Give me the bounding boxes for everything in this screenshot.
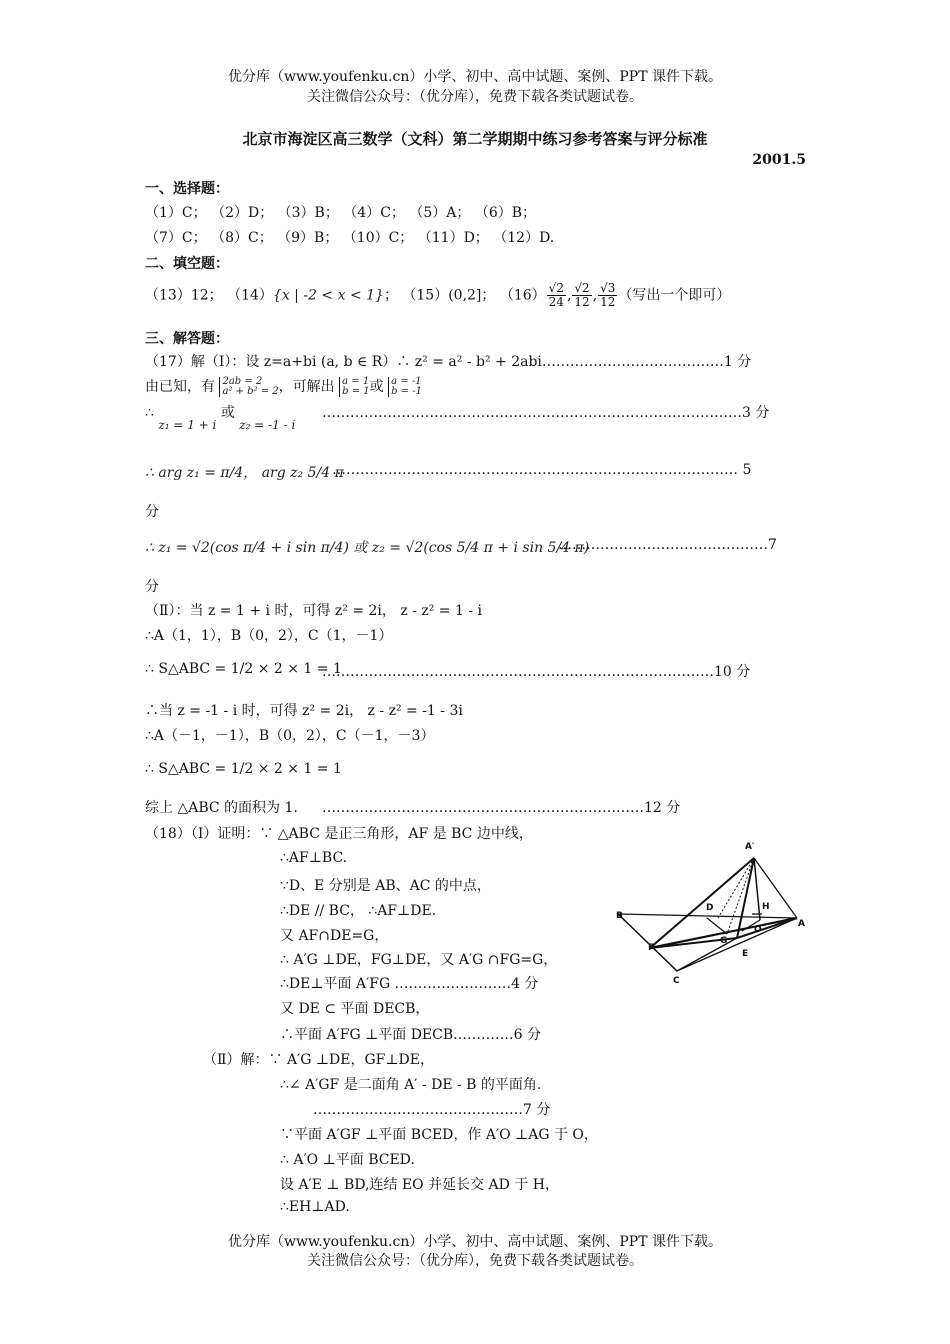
- figure-label-o: O: [754, 925, 762, 935]
- q18-line-8: 又 DE ⊂ 平面 DECB，: [280, 1001, 430, 1017]
- answer-16-label: ； （16）: [481, 287, 546, 304]
- q17-score-5: …………………………………………………………………………… 5: [332, 462, 752, 478]
- q17-score-12: ……………………………………………………………12 分: [322, 800, 681, 816]
- answer-16-note: （写出一个即可）: [618, 287, 731, 304]
- q17-line-6: （Ⅱ）：当 z = 1 + i 时，可得 z² = 2i， z - z² = 1 - i: [145, 603, 482, 619]
- figure-label-h: H: [762, 902, 770, 912]
- q17-fen-7: 分: [145, 579, 159, 595]
- q18-line-10: （Ⅱ）解：∵ A′G ⊥DE，GF⊥DE，: [203, 1052, 435, 1068]
- answer-16-frac-3: $\frac{√3}{12}$: [600, 281, 616, 309]
- answer-15-label: ； （15）: [383, 287, 449, 304]
- figure-label-e: E: [742, 949, 749, 959]
- choice-row-2: （7）C； （8）C； （9）B； （10）C； （11）D； （12）D.: [145, 230, 555, 246]
- q17-line-9: ∴当 z = -1 - i 时，可得 z² = 2i， z - z² = -1 - 3i: [145, 703, 463, 719]
- footer-line-1: 优分库（www.youfenku.cn）小学、初中、高中试题、案例、PPT 课件下载。: [227, 1234, 722, 1250]
- q18-line-2: ∴AF⊥BC.: [280, 850, 348, 866]
- q18-line-4: ∴DE // BC， ∴AF⊥DE.: [280, 903, 437, 919]
- date: 2001.5: [752, 152, 806, 168]
- header-line-1: 优分库（www.youfenku.cn）小学、初中、高中试题、案例、PPT 课件下载。: [227, 69, 722, 85]
- q18-line-1: （18）（I）证明：∵ △ABC 是正三角形，AF 是 BC 边中线，: [145, 826, 533, 842]
- q17-score-10: …………………………………………………………………………10 分: [322, 664, 751, 680]
- section3-heading: 三、解答题：: [145, 331, 229, 347]
- answer-16-frac-2: $\frac{√2}{12}$: [574, 281, 590, 309]
- section2-heading: 二、填空题：: [145, 256, 229, 272]
- q18-line-7: ∴DE⊥平面 A′FG .……………………4 分: [280, 976, 539, 992]
- header-line-2: 关注微信公众号：（优分库），免费下载各类试题试卷。: [307, 89, 643, 105]
- q17-solution-1: a = 1 b = 1: [339, 377, 370, 397]
- q18-line-14: ∴ A′O ⊥平面 BCED.: [280, 1152, 415, 1168]
- figure-label-b: B: [616, 911, 623, 921]
- q17-score-1: …………………………………1 分: [541, 354, 752, 370]
- q17-score-7: ………………………………………7: [558, 537, 777, 553]
- figure-label-g: G: [720, 936, 728, 946]
- figure-label-c: C: [673, 976, 680, 986]
- q17-system: 2ab = 2 a² + b² = 2: [219, 377, 278, 397]
- q17-line-3: ∴ z₁ = 1 + i 或 z₂ = -1 - i: [145, 405, 296, 432]
- q18-line-3: ∵D、E 分别是 AB、AC 的中点，: [280, 878, 491, 894]
- section1-heading: 一、选择题：: [145, 181, 229, 197]
- q17-line-1: （17）解（I）：设 z=a+bi (a, b ∈ R）∴ z² = a² - b² + 2abi…………………………………1 分: [145, 354, 752, 370]
- q18-line-9: ∴平面 A′FG ⊥平面 DECB.…………6 分: [280, 1027, 541, 1043]
- q18-line-5: 又 AF∩DE=G，: [280, 928, 389, 944]
- answer-14: {x | -2 < x < 1}: [272, 287, 384, 304]
- choice-row-1: （1）C； （2）D； （3）B； （4）C； （5）A； （6）B；: [145, 205, 537, 221]
- figure-label-f: F: [648, 943, 655, 953]
- page-title: 北京市海淀区高三数学（文科）第二学期期中练习参考答案与评分标准: [242, 130, 708, 148]
- q17-line-7: ∴A（1，1），B（0，2），C（1，－1）: [145, 628, 393, 644]
- q17-line-4: ∴ arg z₁ = π/4， arg z₂ 5/4 π: [145, 465, 344, 481]
- fill-answers: （13）12； （14）{x | -2 < x < 1}； （15）(0,2]； （16） $\frac{√2}{24}$ , $\frac{√2}{12}$ , $\frac{√3}{12}$ （写出一个即可）: [145, 281, 731, 309]
- q18-score-4: ……………………4 分: [399, 976, 539, 992]
- q17-solution-2: a = -1 b = -1: [388, 377, 422, 397]
- figure-label-a-prime: A′: [745, 842, 755, 852]
- q17-line-11: ∴ S△ABC = 1/2 × 2 × 1 = 1: [145, 761, 342, 777]
- q17-line-10: ∴A（－1，－1），B（0，2），C（－1，－3）: [145, 728, 435, 744]
- q18-score-6: …………6 分: [457, 1027, 541, 1043]
- q18-score-7: ………………………………………7 分: [313, 1102, 551, 1118]
- figure-label-d: D: [706, 903, 714, 913]
- q18-line-11: ∴∠ A′GF 是二面角 A′ - DE - B 的平面角.: [280, 1077, 542, 1093]
- q17-score-3: ………………………………………………………………………………3 分: [322, 405, 770, 421]
- q17-line-8: ∴ S△ABC = 1/2 × 2 × 1 = 1: [145, 661, 342, 677]
- q17-line-5: ∴ z₁ = √2(cos π/4 + i sin π/4) 或 z₂ = √2(cos 5/4 π + i sin 5/4 π): [145, 540, 590, 556]
- footer-line-2: 关注微信公众号：（优分库），免费下载各类试题试卷。: [307, 1253, 643, 1269]
- q18-line-13: ∵平面 A′GF ⊥平面 BCED，作 A′O ⊥AG 于 O，: [280, 1127, 598, 1143]
- answer-13-14-label: （13）12； （14）: [145, 287, 273, 304]
- figure-label-a: A: [798, 919, 805, 929]
- answer-15: (0,2]: [448, 287, 482, 304]
- answer-16-frac-1: $\frac{√2}{24}$: [548, 281, 564, 309]
- q18-line-6: ∴ A′G ⊥DE，FG⊥DE，又 A′G ∩FG=G，: [280, 952, 558, 968]
- q18-line-16: ∴EH⊥AD.: [280, 1199, 350, 1215]
- q18-line-15: 设 A′E ⊥ BD,连结 EO 并延长交 AD 于 H，: [280, 1177, 559, 1193]
- q17-fen-5: 分: [145, 504, 159, 520]
- q17-line-2: 由已知，有 2ab = 2 a² + b² = 2 ，可解出 a = 1 b = 1 或 a = -1 b = -1: [145, 376, 422, 397]
- q17-line-12: 综上 △ABC 的面积为 1.: [145, 800, 298, 816]
- geometry-figure: [612, 838, 812, 990]
